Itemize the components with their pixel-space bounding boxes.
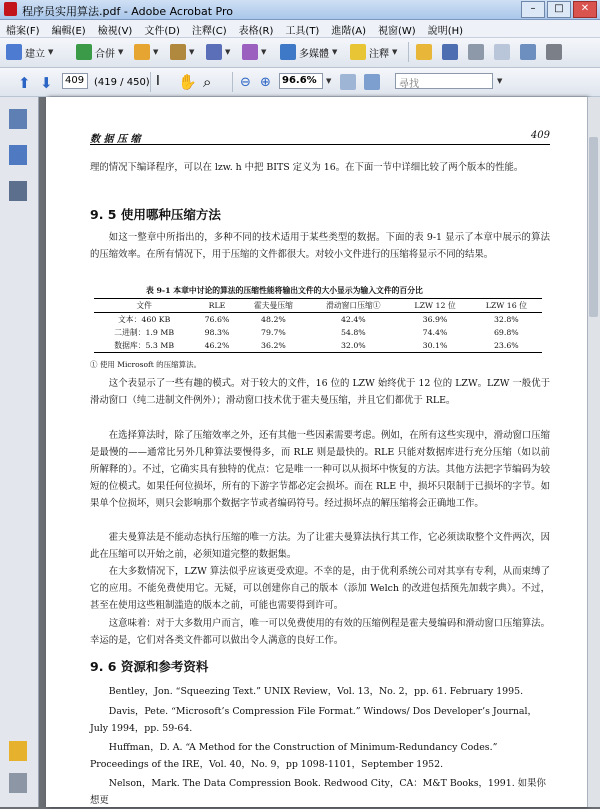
menu-comments[interactable]: 注釋(C)	[191, 26, 227, 37]
toolbar-divider	[150, 72, 151, 92]
reference-item: Nelson，Mark. The Data Compression Book. Redwood City，CA：M&T Books，1991. 如果你想更	[90, 778, 546, 806]
title-bar	[0, 0, 600, 20]
fit-page-button[interactable]	[364, 74, 380, 90]
running-header	[90, 130, 550, 145]
pages-icon[interactable]	[9, 109, 27, 129]
email-button[interactable]	[494, 44, 510, 60]
review-icon	[520, 44, 536, 60]
paragraph: 如这一整章中所指出的，多种不同的技术适用于某些类型的数据。下面的表 9-1 显示了本章中展示的算法的压缩效率。在所有情况下，用于压缩的文件都很大。对较小文件进行的压缩将显示不同的结果。	[90, 232, 550, 260]
table-cell: 54.8%	[340, 328, 366, 337]
comment-icon	[350, 44, 366, 60]
save-button[interactable]	[442, 44, 458, 60]
menu-help[interactable]: 說明(H)	[427, 26, 464, 37]
table-row	[94, 339, 542, 353]
zoom-dropdown-icon[interactable]: ▼	[326, 77, 332, 85]
chevron-down-icon: ▼	[48, 48, 54, 56]
compression-table	[94, 298, 542, 353]
multimedia-icon	[280, 44, 296, 60]
comment-button[interactable]	[350, 44, 397, 60]
table-cell: 32.0%	[307, 339, 399, 353]
fit-width-icon	[340, 74, 356, 90]
create-label: 建立	[25, 48, 45, 60]
collaborate-icon	[134, 44, 150, 60]
toolbar-divider	[232, 72, 233, 92]
chevron-down-icon: ▼	[189, 48, 195, 56]
menu-edit[interactable]: 編輯(E)	[51, 26, 86, 37]
paragraph: 霍夫曼算法是不能动态执行压缩的唯一方法。为了让霍夫曼算法执行其工作，它必须读取整个文件两次，因此在压缩可以开始之前，必须知道完整的数据集。	[90, 532, 550, 560]
table-cell: 98.3%	[204, 328, 230, 337]
combine-icon	[76, 44, 92, 60]
page-count: (419 / 450)	[94, 77, 150, 88]
table-cell: 76.6%	[204, 315, 230, 324]
menu-forms[interactable]: 表格(R)	[238, 26, 274, 37]
marquee-zoom-icon[interactable]: ⌕	[203, 73, 212, 91]
fit-width-button[interactable]	[340, 74, 356, 90]
table-header: LZW 16 位	[471, 299, 542, 313]
comments-icon[interactable]	[9, 741, 27, 761]
previous-page-icon[interactable]: ⬆	[18, 74, 31, 92]
table-footnote: ① 使用 Microsoft 的压缩算法。	[90, 360, 202, 369]
folder-icon	[416, 44, 432, 60]
find-dropdown-icon[interactable]: ▼	[497, 77, 503, 85]
table-cell: 32.8%	[493, 315, 519, 324]
running-title: 数 据 压 缩	[90, 134, 141, 145]
acrobat-app-icon	[4, 2, 17, 16]
menu-file[interactable]: 檔案(F)	[6, 26, 40, 37]
section-heading: 9. 5 使用哪种压缩方法	[90, 207, 221, 222]
comment-label: 注釋	[369, 48, 389, 60]
chevron-down-icon: ▼	[332, 48, 338, 56]
menu-bar	[0, 20, 600, 38]
table-cell: 46.2%	[194, 339, 239, 353]
vertical-scrollbar[interactable]	[587, 97, 600, 807]
scrollbar-thumb[interactable]	[589, 137, 598, 317]
print-button[interactable]	[468, 44, 484, 60]
pen-icon	[206, 44, 222, 60]
review-button[interactable]	[520, 44, 536, 60]
maximize-button[interactable]: □	[547, 1, 571, 18]
reference-item: Bentley，Jon. “Squeezing Text.” UNIX Review，Vol. 13，No. 2，pp. 61. February 1995.	[108, 686, 524, 697]
forms-icon	[242, 44, 258, 60]
table-cell: 30.1%	[399, 339, 470, 353]
close-button[interactable]: ✕	[573, 1, 597, 18]
pdf-page	[46, 97, 587, 807]
menu-advanced[interactable]: 進階(A)	[331, 26, 366, 37]
table-cell: 74.4%	[422, 328, 448, 337]
next-page-icon[interactable]: ⬇	[40, 74, 53, 92]
chevron-down-icon: ▼	[118, 48, 124, 56]
table-cell: 48.2%	[261, 315, 286, 324]
open-button[interactable]	[416, 44, 432, 60]
paragraph: 理的情况下编译程序，可以在 lzw. h 中把 BITS 定义为 16。在下面一节中详细比较了两个版本的性能。	[90, 162, 524, 173]
chevron-down-icon: ▼	[153, 48, 159, 56]
create-pdf-icon	[6, 44, 22, 60]
table-header: 霍夫曼压缩	[240, 299, 308, 313]
minimize-button[interactable]: –	[521, 1, 545, 18]
multimedia-button[interactable]	[280, 44, 337, 60]
chevron-down-icon: ▼	[225, 48, 231, 56]
lock-icon	[170, 44, 186, 60]
combine-label: 合併	[95, 48, 115, 60]
secure-button[interactable]	[170, 44, 194, 60]
fit-page-icon	[364, 74, 380, 90]
table-row	[94, 313, 542, 327]
paragraph: 在大多数情况下，LZW 算法似乎应该更受欢迎。不幸的是，由于优利系统公司对其享有专利，从而束缚了它的应用。不能免费使用它。无疑，可以创建你自己的版本（添加 Welch 的改进包括预先加载字典）。不过，甚至在使用这些粗制滥造的版本之前，可能也需要得到许可。	[90, 566, 550, 611]
table-cell: 23.6%	[471, 339, 542, 353]
page-number-input[interactable]: 409	[62, 73, 88, 89]
table-cell: 36.9%	[422, 315, 448, 324]
chevron-down-icon: ▼	[392, 48, 398, 56]
table-cell: 69.8%	[493, 328, 519, 337]
paragraph: 这个表显示了一些有趣的模式。对于较大的文件，16 位的 LZW 始终优于 12 位的 LZW。LZW 一般优于滑动窗口（纯二进制文件例外）；滑动窗口技术优于霍夫曼压缩，并且它们都优于 RLE。	[90, 378, 550, 406]
page-number: 409	[530, 130, 550, 141]
sign-button[interactable]	[206, 44, 230, 60]
table-cell: 79.7%	[261, 328, 286, 337]
reference-item: Davis，Pete. “Microsoft’s Compression File Format.” Windows/ Dos Developer’s Journal，July 1994，pp. 59-64.	[90, 706, 537, 734]
zoom-out-icon[interactable]: ⊖	[240, 75, 251, 90]
main-toolbar	[0, 38, 600, 68]
paragraph: 在选择算法时，除了压缩效率之外，还有其他一些因素需要考虑。例如，在所有这些实现中，滑动窗口压缩是最慢的——通常比另外几种算法要慢得多，而 RLE 则是最快的。RLE 只能对数据库进行充分压缩（如以前所解释的）。不过，它确实具有独特的优点：它是唯一一种可以从损坏中恢复的方法。其他方法把字节编码为较短的位模式。如果任何位损坏，所有的下游字节都必定会损坏。而在 RLE 中，损坏只限制于已损坏的字节。如果单个位损坏，则只会影响那个数据字节或者编码符号。经过损坏点的解压缩将会正确地工作。	[90, 430, 550, 509]
signatures-icon[interactable]	[9, 181, 27, 201]
email-icon	[494, 44, 510, 60]
navigation-pane	[0, 97, 39, 807]
menu-window[interactable]: 視窗(W)	[378, 26, 416, 37]
table-header: RLE	[194, 299, 239, 313]
create-button[interactable]	[6, 44, 53, 60]
table-cell: 二进制：1.9 MB	[114, 328, 175, 337]
collaborate-button[interactable]	[134, 44, 158, 60]
table-cell: 数据库：5.3 MB	[94, 339, 194, 353]
save-icon	[442, 44, 458, 60]
table-cell: 36.2%	[240, 339, 308, 353]
table-header: 文件	[94, 299, 194, 313]
hand-tool-icon[interactable]: ✋	[178, 73, 197, 91]
find-input[interactable]: 尋找	[395, 73, 493, 89]
forms-button[interactable]	[242, 44, 266, 60]
zoom-in-icon[interactable]: ⊕	[260, 75, 271, 90]
combine-button[interactable]	[76, 44, 123, 60]
table-caption: 表 9-1 本章中讨论的算法的压缩性能将输出文件的大小显示为输入文件的百分比	[146, 286, 423, 295]
table-cell: 文本：460 KB	[118, 315, 171, 324]
reference-item: Huffman，D. A. “A Method for the Construction of Minimum-Redundancy Codes.” Proceedings of the IRE，Vol. 40，No. 9，pp 1098-1101，September 1952.	[90, 742, 498, 770]
menu-document[interactable]: 文件(D)	[144, 26, 180, 37]
toolbar-divider	[408, 42, 409, 62]
table-header: LZW 12 位	[399, 299, 470, 313]
attachments-icon[interactable]	[9, 773, 27, 793]
bookmarks-icon[interactable]	[9, 145, 27, 165]
menu-tools[interactable]: 工具(T)	[285, 26, 320, 37]
table-header: 滑动窗口压缩①	[307, 299, 399, 313]
print-icon	[468, 44, 484, 60]
paragraph: 这意味着：对于大多数用户而言，唯一可以免费使用的有效的压缩例程是霍夫曼编码和滑动窗口压缩算法。幸运的是，它们对各类文件都可以做出令人满意的良好工作。	[90, 618, 550, 646]
table-cell: 42.4%	[340, 315, 366, 324]
multimedia-label: 多媒體	[299, 48, 329, 60]
zoom-input[interactable]: 96.6%	[279, 73, 323, 89]
redact-icon	[546, 44, 562, 60]
window-title: 程序员实用算法.pdf - Adobe Acrobat Pro	[22, 5, 233, 18]
select-tool-icon[interactable]: I	[156, 74, 160, 89]
table-row	[94, 326, 542, 339]
chevron-down-icon: ▼	[261, 48, 267, 56]
redact-button[interactable]	[546, 44, 562, 60]
section-heading: 9. 6 资源和参考资料	[90, 659, 209, 674]
menu-view[interactable]: 檢視(V)	[97, 26, 133, 37]
